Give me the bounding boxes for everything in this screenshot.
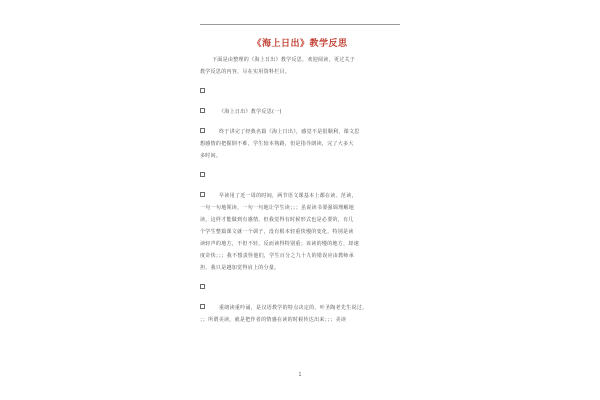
empty-bullet: [200, 282, 410, 294]
paragraph-line: 担，我只是越加觉得肩上的分量。: [200, 265, 280, 271]
checkbox-bullet-icon: [200, 108, 205, 113]
checkbox-bullet-icon: [200, 88, 205, 93]
paragraph-line: [200, 302, 410, 314]
intro-line: 下面是由整理的《海上日出》教学反思，欢迎阅读，更过关于: [212, 57, 356, 63]
checkbox-bullet-icon: [200, 128, 205, 133]
paragraph-line: 读轻声的地方，不但不轻，反而读得特别重；该读的慢的地方，却速: [200, 241, 360, 247]
section-heading: 《海上日出》教学反思(一): [219, 109, 282, 115]
checkbox-bullet-icon: [200, 284, 205, 289]
header-rule: [200, 24, 400, 25]
checkbox-bullet-icon: [200, 192, 205, 197]
paragraph-line: 想感情的把握倒不难，学生较本熟路，但是指导朗读，完了大多大: [200, 141, 354, 147]
paragraph-line: ；；所谓美读，就是把作者的情感在读的时候传达出来；；；美读: [200, 317, 347, 323]
paragraph-line: 一句一句地领读，一句一句地让学生读；；；虽说读书要强调理解地: [200, 205, 355, 211]
page-number: 1: [298, 372, 302, 378]
document-title: 《海上日出》教学反思: [252, 39, 348, 49]
empty-bullet: [200, 170, 410, 182]
checkbox-bullet-icon: [200, 304, 205, 309]
paragraph-line: [200, 126, 410, 138]
document-body: [200, 54, 410, 326]
paragraph-line: [200, 190, 410, 202]
section-heading-line: [200, 106, 410, 118]
intro-line: 教学反思的内容，尽在实用资料栏目。: [200, 69, 291, 75]
paragraph-line: 多时间。: [200, 153, 222, 159]
paragraph-line: 个学生整篇课文就一个调子，没有根本轻重快慢的变化，特别是读: [200, 229, 354, 235]
paragraph-text: 终于讲完了经典名篇《海上日出》，感觉不是很顺利，课文思: [219, 129, 360, 135]
paragraph-text: 早读用了近一周的时间，两节语文课基本上都在读。范读，: [219, 193, 357, 199]
empty-bullet: [200, 86, 410, 98]
paragraph-line: 度奇快；；；我不想责怪他们，学生百分之九十九的错误应由教师承: [200, 253, 355, 259]
checkbox-bullet-icon: [200, 172, 205, 177]
paragraph-line: 读，这样才能做到有感情，但我觉得有时候形式也是必要的，有几: [200, 217, 354, 223]
paragraph-text: 重朗读重吟诵，是汉语教学的特点决定的，叶圣陶老先生说过，: [219, 305, 368, 311]
